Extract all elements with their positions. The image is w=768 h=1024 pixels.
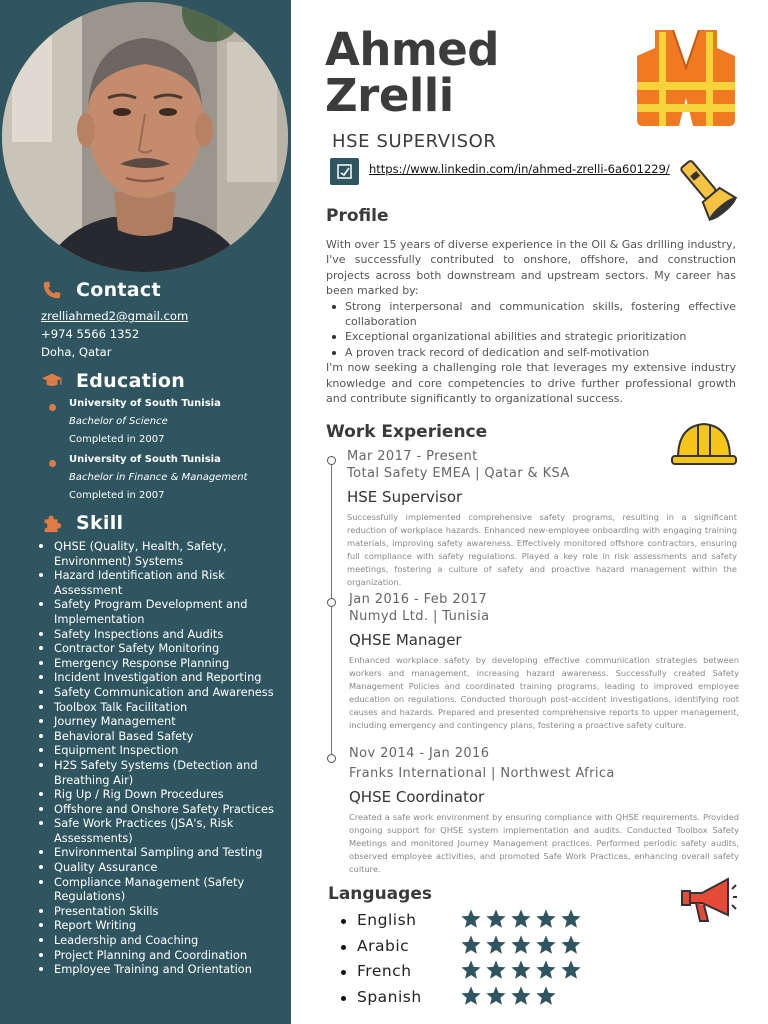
star-icon [460,985,482,1007]
education-entry [49,451,284,505]
linkedin-link[interactable]: https://www.linkedin.com/in/ahmed-zrelli-6a601229/ [369,162,670,176]
profile-photo [2,2,288,272]
timeline-dot [327,456,336,465]
skill-item: Safety Communication and Awareness [38,685,278,700]
job-dates: Mar 2017 - Present [347,449,478,464]
job-company: Numyd Ltd. | Tunisia [349,609,490,624]
job-dates: Jan 2016 - Feb 2017 [349,592,488,607]
safety-vest-icon [635,28,737,128]
job-company: Total Safety EMEA | Qatar & KSA [347,466,570,481]
skill-item: Journey Management [38,714,278,729]
language-bullet [341,919,346,924]
skill-item: Rig Up / Rig Down Procedures [38,787,278,802]
star-icon [535,985,557,1007]
last-name: Zrelli [325,69,454,122]
profile-heading: Profile [326,206,389,226]
skill-item: Contractor Safety Monitoring [38,641,278,656]
languages-heading: Languages [328,884,432,904]
profile-bullets [326,299,736,361]
timeline-dot [327,754,336,763]
timeline-dot [327,598,336,607]
graduation-cap-icon [40,370,64,392]
school-name: University of South Tunisia [69,454,221,465]
star-icon [560,908,582,930]
job-description: Enhanced workplace safety by developing effective communication strategies between workers and management, increasing hazard awareness. Successfully created Safety Management Policies and coordinated training programs, leading to improved employee education on regulations. Conducted thorough post-accident investigations, identifying root causes and hazards. Prepared and presented comprehensive reports to upper management, including emergency and contingency plans, fostering a proactive safety culture. [349,655,739,730]
profile-bullet: Strong interpersonal and communication skills, fostering effective collaboration [326,299,736,330]
star-icon [460,908,482,930]
star-icon [535,959,557,981]
star-icon [535,934,557,956]
contact-details [41,307,188,361]
experience-heading: Work Experience [326,422,488,442]
star-icon [460,959,482,981]
job-entry [349,746,739,876]
star-icon [510,959,532,981]
megaphone-icon [680,875,738,925]
job-dates: Nov 2014 - Jan 2016 [349,746,490,761]
skill-item: Leadership and Coaching [38,933,278,948]
skill-heading-row [40,512,123,534]
profile-bullet: Exceptional organizational abilities and strategic prioritization [326,329,736,344]
linkedin-icon-box[interactable] [330,158,359,185]
language-rating [460,959,582,981]
education-heading-row [40,370,185,392]
education-heading: Education [76,370,186,392]
star-icon [485,985,507,1007]
skill-item: Toolbox Talk Facilitation [38,700,278,715]
first-name: Ahmed [325,23,499,76]
email-link[interactable]: zrelliahmed2@gmail.com [41,309,189,323]
language-bullet [341,996,346,1001]
sidebar [0,0,291,1024]
star-icon [510,985,532,1007]
skill-item: Safe Work Practices (JSA's, Risk Assessments) [38,816,278,845]
phone-icon [40,279,64,301]
star-icon [560,959,582,981]
skill-item: Project Planning and Coordination [38,948,278,963]
job-entry [347,449,737,588]
skill-heading: Skill [76,512,124,534]
degree: Bachelor in Finance & Management [69,472,248,483]
skill-item: Quality Assurance [38,860,278,875]
skill-item: H2S Safety Systems (Detection and Breathing Air) [38,758,278,787]
contact-heading: Contact [76,279,161,301]
language-rating [460,985,557,1007]
star-icon [485,908,507,930]
job-description: Successfully implemented comprehensive safety programs, resulting in a significant reduction of workplace hazards. Enhanced new-employee onboarding with engaging training materials, improving safety awareness. Effectively monitored offshore contractors, ensuring full compliance with safety regulations. Played a key role in risk assessments and safety meetings, fostering a culture of safety and proactive hazard management within the organization. [347,512,737,587]
education-bullet [49,460,56,467]
star-icon [510,934,532,956]
completion: Completed in 2007 [69,490,165,501]
language-bullet [341,945,346,950]
language-bullet [341,970,346,975]
skill-item: Report Writing [38,918,278,933]
skill-item: Presentation Skills [38,904,278,919]
candidate-name [325,23,499,122]
profile-intro: With over 15 years of diverse experience in the Oil & Gas drilling industry, I've successfully contributed to onshore, offshore, and construction projects across both downstream and upstream sectors. My career has been marked by: [326,238,736,298]
star-icon [510,908,532,930]
languages-list [338,911,598,1013]
skill-item: Employee Training and Orientation [38,962,278,977]
skill-item: Behavioral Based Safety [38,729,278,744]
contact-heading-row [40,279,161,301]
language-row [338,988,598,1014]
profile-outro: I'm now seeking a challenging role that leverages my extensive industry knowledge and core competencies to drive further professional growth and contribute significantly to organizational success. [326,361,736,406]
skill-item: Safety Inspections and Audits [38,627,278,642]
timeline-line [331,460,332,760]
puzzle-icon [40,512,64,534]
profile-bullet: A proven track record of dedication and self-motivation [326,345,736,360]
education-bullet [49,404,56,411]
star-icon [460,934,482,956]
language-name: Spanish [357,987,422,1006]
star-icon [485,934,507,956]
job-entry [349,592,739,731]
job-role: QHSE Manager [349,631,462,649]
flashlight-icon [668,152,740,224]
job-role: HSE Supervisor [347,488,463,506]
skills-list [38,539,278,977]
degree: Bachelor of Science [69,416,168,427]
language-rating [460,908,582,930]
language-rating [460,934,582,956]
link-icon [330,158,359,185]
star-icon [560,934,582,956]
portrait-illustration [2,2,288,272]
profile-text [326,237,736,406]
skill-item: Incident Investigation and Reporting [38,670,278,685]
job-title: HSE SUPERVISOR [332,131,497,152]
skill-item: Compliance Management (Safety Regulations) [38,875,278,904]
star-icon [535,908,557,930]
job-role: QHSE Coordinator [349,788,485,806]
skill-item: Offshore and Onshore Safety Practices [38,802,278,817]
skill-item: Hazard Identification and Risk Assessment [38,568,278,597]
education-entry [49,395,284,449]
completion: Completed in 2007 [69,434,165,445]
skill-item: Emergency Response Planning [38,656,278,671]
language-name: French [357,962,412,981]
school-name: University of South Tunisia [69,398,221,409]
phone-number: +974 5566 1352 [41,327,140,341]
language-name: English [357,911,417,929]
language-name: Arabic [357,936,410,955]
skill-item: Safety Program Development and Implementation [38,597,278,626]
job-description: Created a safe work environment by ensuring compliance with QHSE requirements. Provided ongoing support for QHSE system implementation and audits. Conducted Toolbox Safety Meetings and monitored Journey Management practices. Performed periodic safety audits, observed employee activities, and promoted Safe Work Practices, enhancing overall safety culture. [349,812,739,874]
star-icon [485,959,507,981]
skill-item: Equipment Inspection [38,743,278,758]
location: Doha, Qatar [41,345,112,359]
skill-item: Environmental Sampling and Testing [38,845,278,860]
skill-item: QHSE (Quality, Health, Safety, Environment) Systems [38,539,278,568]
job-company: Franks International | Northwest Africa [349,766,615,781]
